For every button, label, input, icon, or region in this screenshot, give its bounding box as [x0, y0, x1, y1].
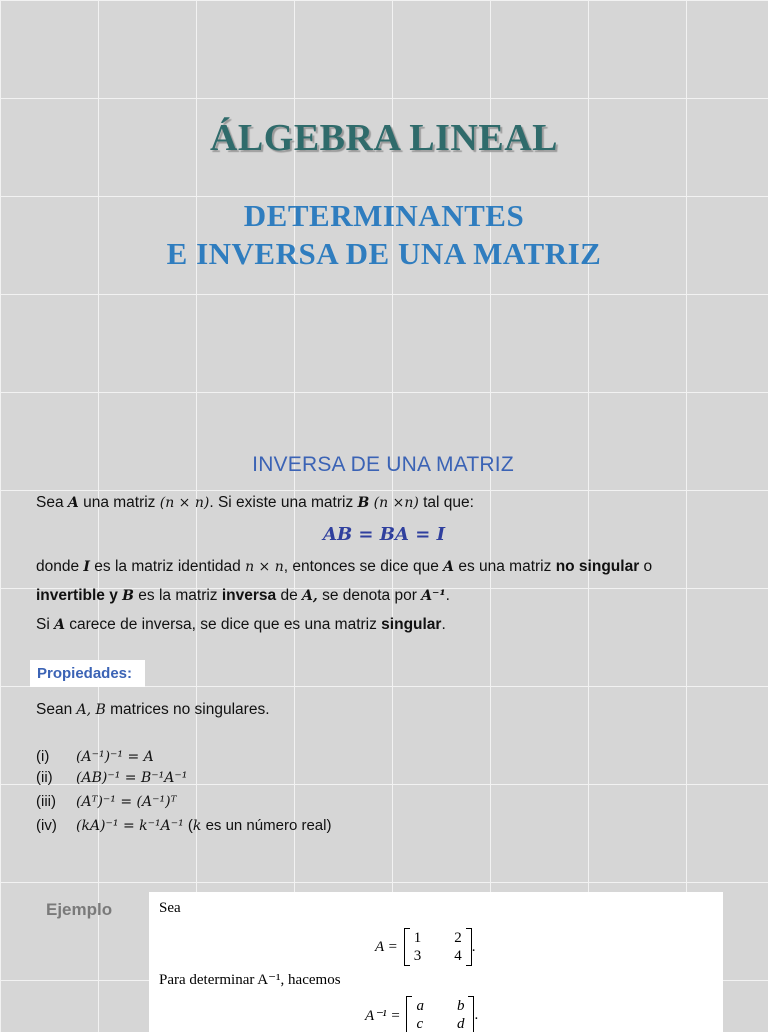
definition-line-2: donde I es la matriz identidad n × n, entonces se dice que A es una matriz no singular o	[36, 558, 653, 575]
property-item: (ii) (AB)⁻¹ = B⁻¹A⁻¹	[36, 769, 188, 786]
properties-badge: Propiedades:	[30, 660, 145, 687]
definition-line-3: invertible y B es la matriz inversa de A, se denota por A⁻¹.	[36, 587, 450, 604]
definition-line-4: Si A carece de inversa, se dice que es una matriz singular.	[36, 616, 446, 633]
matrix-a: A = 1 2 3 4 .	[375, 930, 476, 964]
property-item: (iii) (Aᵀ)⁻¹ = (A⁻¹)ᵀ	[36, 793, 177, 810]
example-box	[149, 892, 723, 1032]
properties-intro: Sean A, B matrices no singulares.	[36, 701, 270, 718]
example-label: Ejemplo	[46, 900, 113, 919]
example-para: Para determinar A⁻¹, hacemos	[159, 972, 341, 988]
property-item: (i) (A⁻¹)⁻¹ = A	[36, 748, 154, 765]
page-title: ÁLGEBRA LINEAL	[209, 117, 559, 159]
property-item: (iv) (kA)⁻¹ = k⁻¹A⁻¹ (k es un número real)	[36, 817, 332, 834]
inverse-equation: AB = BA = I	[322, 524, 445, 545]
definition-line-1: Sea A una matriz (n × n). Si existe una matriz B (n ×n) tal que:	[36, 494, 474, 511]
matrix-a-inverse: A⁻¹ = a b c d .	[365, 998, 479, 1032]
section-title: INVERSA DE UNA MATRIZ	[252, 453, 514, 476]
example-sea: Sea	[159, 900, 181, 916]
subtitle-line-2: E INVERSA DE UNA MATRIZ	[166, 236, 602, 271]
subtitle-line-1: DETERMINANTES	[243, 198, 525, 233]
